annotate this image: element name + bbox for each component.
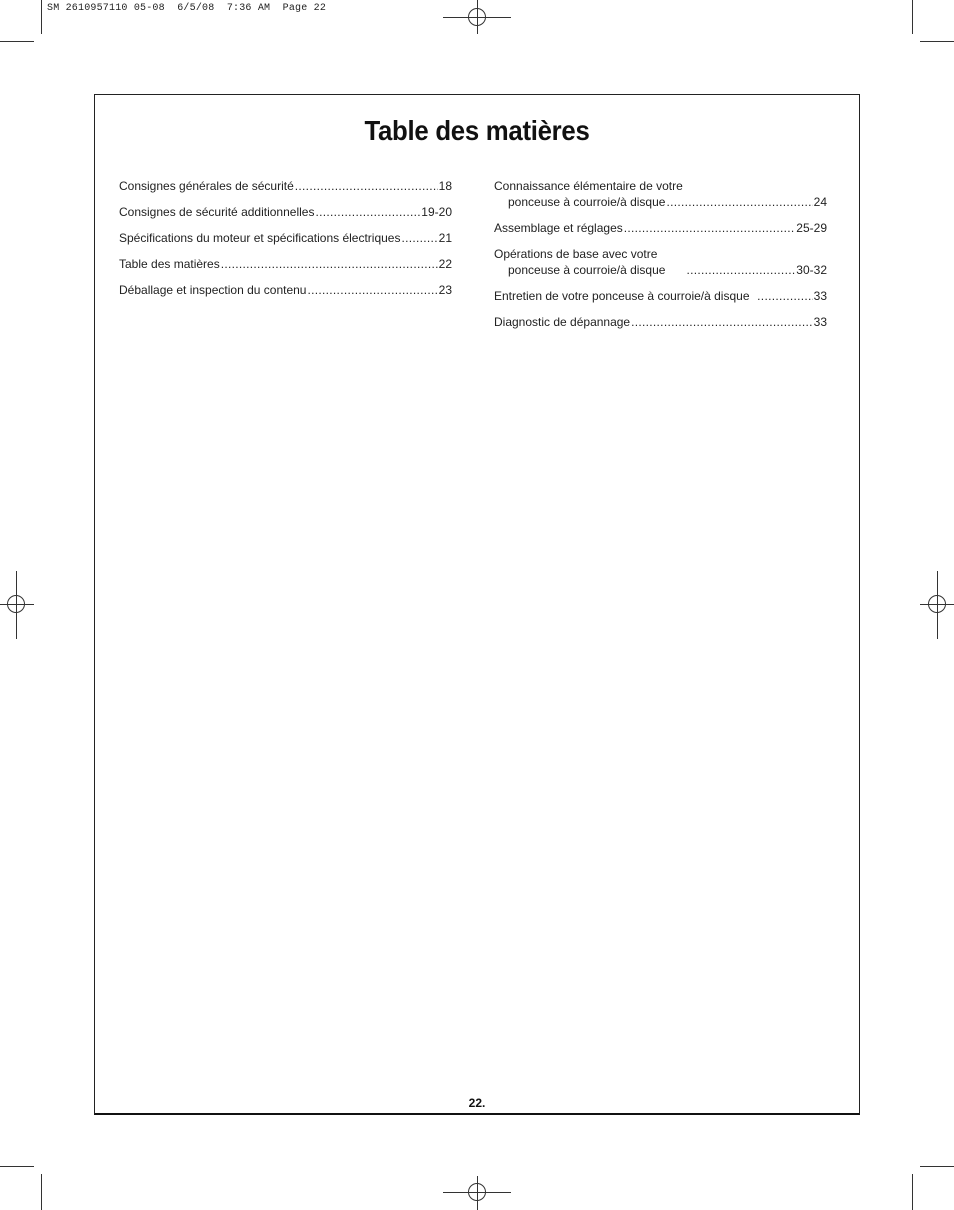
toc-entry-page: 33 — [813, 315, 827, 329]
toc-entry[interactable] — [494, 220, 827, 236]
registration-circle-icon — [7, 595, 25, 613]
toc-entry-page: 21 — [438, 231, 452, 245]
toc-entry[interactable] — [494, 178, 827, 210]
toc-entry-label: Entretien de votre ponceuse à courroie/à disque — [494, 289, 757, 303]
toc-entry-label: ponceuse à courroie/à disque — [508, 263, 686, 277]
toc-entry-label: Consignes générales de sécurité — [119, 179, 294, 193]
toc-entry-label-line1: Opérations de base avec votre — [494, 247, 658, 261]
toc-entry-label-line1: Connaissance élémentaire de votre — [494, 179, 683, 193]
toc-entry-label: Diagnostic de dépannage — [494, 315, 631, 329]
crop-mark — [0, 1166, 34, 1167]
toc-entry-page: 30-32 — [796, 263, 827, 277]
toc-entry-page: 19-20 — [421, 205, 452, 219]
leader-dots — [295, 178, 438, 194]
toc-right-column — [494, 178, 827, 340]
toc-entry-page: 25-29 — [796, 221, 827, 235]
leader-dots — [631, 314, 813, 330]
toc-entry-page: 33 — [813, 289, 827, 303]
registration-circle-icon — [468, 1183, 486, 1201]
toc-entry[interactable] — [119, 282, 452, 298]
toc-entry-label: ponceuse à courroie/à disque — [508, 195, 666, 209]
registration-circle-icon — [468, 8, 486, 26]
crop-mark — [920, 1166, 954, 1167]
toc-entry-page: 18 — [438, 179, 452, 193]
toc-entry[interactable] — [494, 246, 827, 278]
crop-mark — [920, 41, 954, 42]
leader-dots — [307, 282, 437, 298]
toc-entry-label: Consignes de sécurité additionnelles — [119, 205, 315, 219]
toc-entry[interactable] — [119, 256, 452, 272]
toc-entry[interactable] — [119, 204, 452, 220]
toc-left-column — [119, 178, 452, 308]
leader-dots — [757, 288, 812, 304]
page-number: 22. — [468, 1096, 486, 1110]
crop-mark — [0, 41, 34, 42]
leader-dots — [401, 230, 437, 246]
leader-dots — [666, 194, 812, 210]
toc-entry-label: Déballage et inspection du contenu — [119, 283, 307, 297]
toc-entry-page: 24 — [813, 195, 827, 209]
leader-dots — [686, 262, 795, 278]
toc-entry[interactable] — [494, 314, 827, 330]
printer-slug: SM 2610957110 05-08 6/5/08 7:36 AM Page 22 — [47, 3, 327, 14]
toc-entry[interactable] — [494, 288, 827, 304]
crop-mark — [41, 1174, 42, 1210]
crop-mark — [912, 0, 913, 34]
toc-entry-label: Assemblage et réglages — [494, 221, 623, 235]
crop-mark — [912, 1174, 913, 1210]
toc-entry-page: 23 — [438, 283, 452, 297]
registration-circle-icon — [928, 595, 946, 613]
toc-entry-label: Table des matières — [119, 257, 220, 271]
toc-entry-page: 22 — [438, 257, 452, 271]
leader-dots — [624, 220, 796, 236]
leader-dots — [221, 256, 438, 272]
toc-entry-label: Spécifications du moteur et spécifications électriques — [119, 231, 401, 245]
toc-entry[interactable] — [119, 230, 452, 246]
toc-entry[interactable] — [119, 178, 452, 194]
crop-mark — [41, 0, 42, 34]
leader-dots — [315, 204, 420, 220]
page-title: Table des matières — [364, 115, 590, 146]
